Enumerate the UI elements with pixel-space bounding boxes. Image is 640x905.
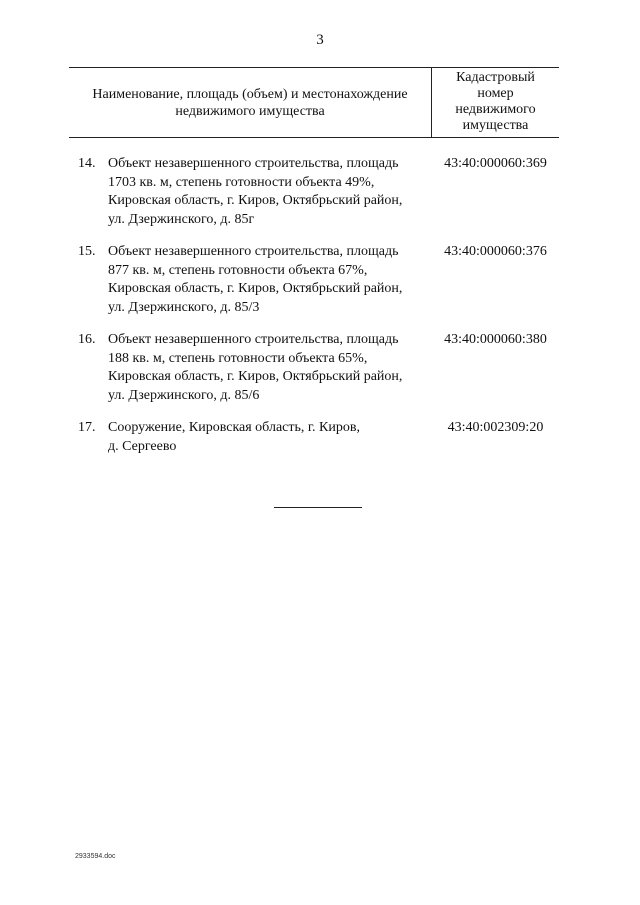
- row-description: [108, 331, 433, 405]
- row-description-line: ул. Дзержинского, д. 85г: [108, 211, 255, 227]
- row-description: [108, 419, 433, 456]
- row-description-line: 877 кв. м, степень готовности объекта 67%,: [108, 262, 368, 278]
- row-description: [108, 243, 433, 317]
- row-description: [108, 155, 433, 229]
- table-row: [69, 155, 559, 243]
- row-description-line: Объект незавершенного строительства, площадь: [108, 156, 399, 171]
- row-description-line: 188 кв. м, степень готовности объекта 65%,: [108, 350, 368, 366]
- row-cadastral-number: 43:40:000060:369: [444, 156, 547, 171]
- row-number: 15.: [78, 244, 96, 259]
- row-cadastral-number: 43:40:002309:20: [447, 420, 544, 435]
- row-description-line: 1703 кв. м, степень готовности объекта 49%,: [108, 174, 375, 190]
- row-description-line: Объект незавершенного строительства, площадь: [108, 244, 399, 259]
- row-description-line: Кировская область, г. Киров, Октябрьский район,: [108, 369, 403, 384]
- row-description-line: д. Сергеево: [108, 438, 177, 454]
- header-name-column: [69, 86, 431, 120]
- header-cadastral-line: Кадастровый: [456, 70, 535, 85]
- table-row: [69, 331, 559, 419]
- row-number: 16.: [78, 332, 96, 347]
- footer-file-name: 2933594.doc: [75, 853, 116, 860]
- table-row: [69, 243, 559, 331]
- row-description-line: Кировская область, г. Киров, Октябрьский район,: [108, 193, 403, 208]
- header-name-line: Наименование, площадь (объем) и местонахождение: [92, 87, 408, 102]
- end-of-list-divider: [274, 507, 362, 508]
- row-description-line: ул. Дзержинского, д. 85/6: [108, 387, 260, 403]
- row-description-line: Кировская область, г. Киров, Октябрьский район,: [108, 281, 403, 296]
- row-description-line: ул. Дзержинского, д. 85/3: [108, 299, 260, 315]
- row-number: 14.: [78, 156, 96, 171]
- row-cadastral-number: 43:40:000060:376: [444, 244, 547, 259]
- property-table: [69, 67, 559, 454]
- page-number: 3: [316, 32, 324, 48]
- row-number: 17.: [78, 420, 96, 435]
- header-cadastral-column: [432, 70, 559, 134]
- header-name-line: недвижимого имущества: [175, 104, 325, 119]
- row-description-line: Сооружение, Кировская область, г. Киров,: [108, 420, 360, 435]
- row-cadastral-number: 43:40:000060:380: [444, 332, 547, 347]
- table-body: [69, 155, 559, 459]
- table-row: [69, 419, 559, 459]
- header-cadastral-line: недвижимого: [455, 102, 536, 117]
- header-cadastral-line: номер: [477, 86, 514, 101]
- row-description-line: Объект незавершенного строительства, площадь: [108, 332, 399, 347]
- table-header: [69, 67, 559, 138]
- header-cadastral-line: имущества: [462, 118, 529, 133]
